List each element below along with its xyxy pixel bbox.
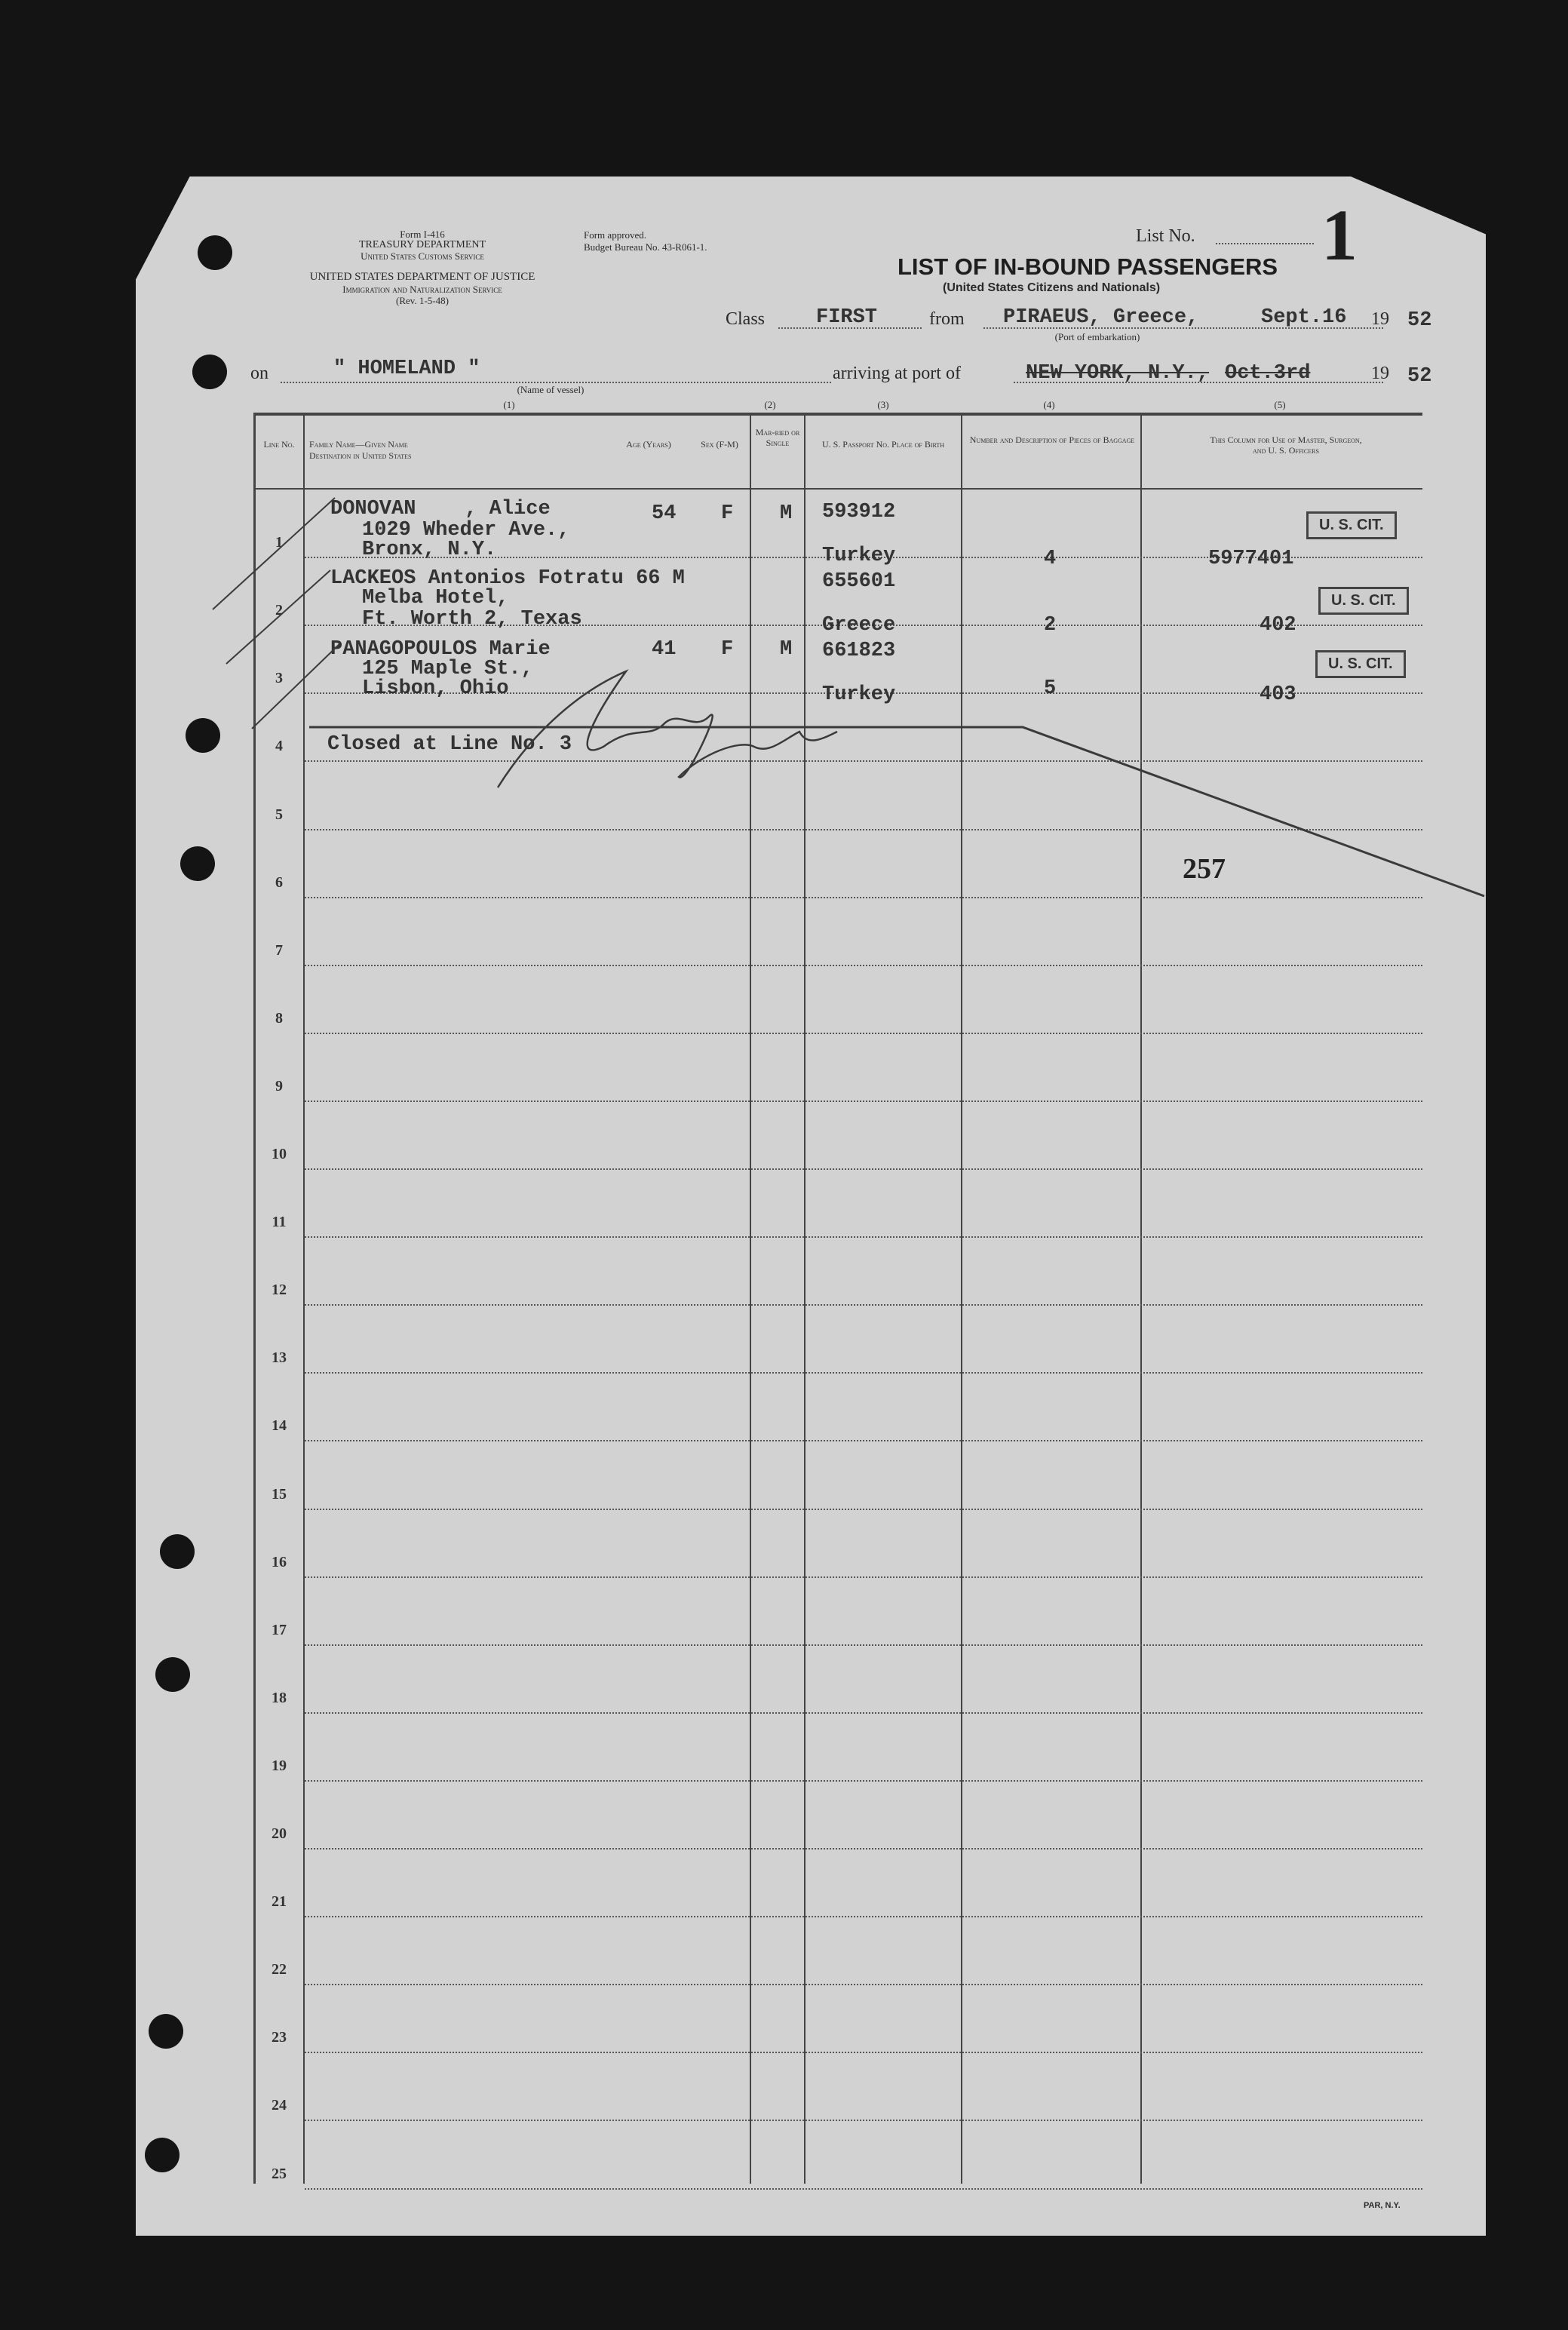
passenger-3-citizen-stamp: U. S. CIT.: [1315, 650, 1406, 678]
line-number: 22: [272, 1961, 287, 1979]
form-subtitle: (United States Citizens and Nationals): [943, 281, 1161, 294]
page-number: 257: [1183, 853, 1226, 885]
treasury-department: TREASURY DEPARTMENT: [358, 239, 486, 250]
line-number: 23: [272, 2029, 287, 2046]
passenger-3-passport: 661823: [822, 640, 896, 662]
arrival-year: 52: [1407, 365, 1432, 388]
arrival-date: Oct.3rd: [1225, 362, 1311, 385]
col-num-1: (1): [503, 399, 515, 410]
header-line-no: Line No.: [263, 439, 295, 450]
line-number: 1: [275, 534, 283, 551]
line-number: 18: [272, 1689, 287, 1706]
line-number: 2: [275, 602, 283, 619]
passenger-1-birthplace: Turkey: [822, 545, 896, 567]
passenger-3-birthplace: Turkey: [822, 683, 896, 706]
line-number: 11: [272, 1214, 287, 1231]
arriving-label: arriving at port of: [833, 364, 961, 383]
header-name: Family Name—Given Name: [309, 439, 408, 450]
check-mark: [213, 498, 335, 609]
form-title: LIST OF IN-BOUND PASSENGERS: [898, 253, 1278, 280]
line-number: 3: [275, 670, 283, 687]
passenger-2-citizen-stamp: U. S. CIT.: [1318, 587, 1409, 615]
passenger-1-officer-number: 5977401: [1208, 548, 1294, 570]
header-baggage: Number and Description of Pieces of Baggage: [969, 434, 1135, 445]
printer-mark: PAR, N.Y.: [1364, 2201, 1401, 2210]
revision-label: (Rev. 1-5-48): [396, 295, 449, 306]
header-married: Mar-ried or Single: [755, 427, 800, 448]
line-number: 20: [272, 1825, 287, 1842]
list-no-label: List No.: [1136, 226, 1195, 246]
closing-line: [309, 727, 1484, 896]
list-number: 1: [1321, 195, 1358, 275]
header-passport: U. S. Passport No. Place of Birth: [821, 439, 945, 450]
passenger-2-baggage: 2: [1044, 614, 1057, 637]
class-label: Class: [726, 309, 766, 329]
header-age: Age (Years): [626, 439, 671, 450]
passenger-2-passport: 655601: [822, 570, 896, 593]
passenger-1-age: 54: [652, 502, 677, 525]
line-number: 9: [275, 1077, 283, 1094]
line-number: 15: [272, 1485, 287, 1503]
budget-bureau: Budget Bureau No. 43-R061-1.: [584, 241, 707, 253]
line-number: 16: [272, 1553, 287, 1570]
passenger-2-city: Ft. Worth 2, Texas: [362, 608, 582, 631]
officer-signature: [498, 671, 837, 787]
col-num-2: (2): [764, 399, 776, 410]
passenger-1-city: Bronx, N.Y.: [362, 539, 497, 561]
year-prefix-1: 19: [1371, 309, 1389, 329]
closing-note: Closed at Line No. 3: [327, 733, 572, 756]
line-number: 24: [272, 2097, 287, 2114]
form-approved: Form approved.: [584, 229, 647, 241]
passenger-1-sex: F: [721, 502, 734, 525]
from-label: from: [929, 309, 965, 329]
line-number: 14: [272, 1417, 287, 1435]
passenger-1-citizen-stamp: U. S. CIT.: [1306, 511, 1397, 539]
embarkation-port: PIRAEUS, Greece,: [1003, 306, 1199, 329]
passenger-1-name: DONOVAN , Alice: [330, 498, 551, 520]
line-number: 13: [272, 1349, 287, 1367]
passenger-3-officer-number: 403: [1260, 683, 1296, 706]
vessel-name: " HOMELAND ": [333, 358, 480, 380]
col-num-5: (5): [1274, 399, 1286, 410]
passenger-3-age: 41: [652, 638, 677, 661]
passenger-2-name: LACKEOS Antonios Fotratu 66 M: [330, 567, 685, 590]
year-prefix-2: 19: [1371, 364, 1389, 383]
line-number: 25: [272, 2165, 287, 2182]
on-label: on: [250, 364, 268, 383]
department-of-justice: UNITED STATES DEPARTMENT OF JUSTICE: [309, 271, 535, 283]
col-num-3: (3): [877, 399, 889, 410]
passenger-3-sex: F: [721, 638, 734, 661]
col-num-4: (4): [1043, 399, 1055, 410]
customs-service: United States Customs Service: [361, 250, 484, 262]
ins-label: Immigration and Naturalization Service: [342, 284, 502, 295]
passenger-3-address: 125 Maple St.,: [362, 658, 533, 680]
line-number: 7: [275, 941, 283, 959]
header-destination: Destination in United States: [309, 450, 412, 461]
passenger-3-city: Lisbon, Ohio: [362, 677, 509, 700]
port-note: (Port of embarkation): [1054, 331, 1140, 342]
check-mark: [252, 644, 339, 729]
line-number: 5: [275, 806, 283, 823]
passenger-1-baggage: 4: [1044, 548, 1057, 570]
passenger-3-marital: M: [780, 638, 793, 661]
line-number: 6: [275, 873, 283, 891]
class-value: FIRST: [816, 306, 878, 329]
line-number: 12: [272, 1282, 287, 1299]
line-number: 8: [275, 1009, 283, 1027]
line-number: 19: [272, 1757, 287, 1774]
line-number: 17: [272, 1621, 287, 1638]
check-mark: [226, 570, 330, 664]
passenger-3-baggage: 5: [1044, 677, 1057, 700]
passenger-1-passport: 593912: [822, 501, 896, 523]
line-number: 21: [272, 1893, 287, 1911]
header-sex: Sex (F-M): [701, 439, 738, 450]
line-number: 4: [275, 738, 283, 755]
passenger-2-birthplace: Greece: [822, 614, 896, 637]
arrival-port: NEW YORK, N.Y.,: [1026, 362, 1210, 385]
line-number: 10: [272, 1146, 287, 1162]
departure-year: 52: [1407, 309, 1432, 332]
passenger-2-address: Melba Hotel,: [362, 587, 509, 609]
passenger-3-name: PANAGOPOULOS Marie: [330, 638, 551, 661]
passenger-1-address: 1029 Wheder Ave.,: [362, 519, 570, 542]
passenger-1-marital: M: [780, 502, 793, 525]
vessel-note: (Name of vessel): [517, 384, 585, 395]
departure-date: Sept.16: [1261, 306, 1347, 329]
header-officers: This Column for Use of Master, Surgeon, and U. S. Officers: [1210, 434, 1362, 456]
passenger-2-officer-number: 402: [1260, 614, 1296, 637]
form-number: Form I-416: [400, 229, 445, 240]
